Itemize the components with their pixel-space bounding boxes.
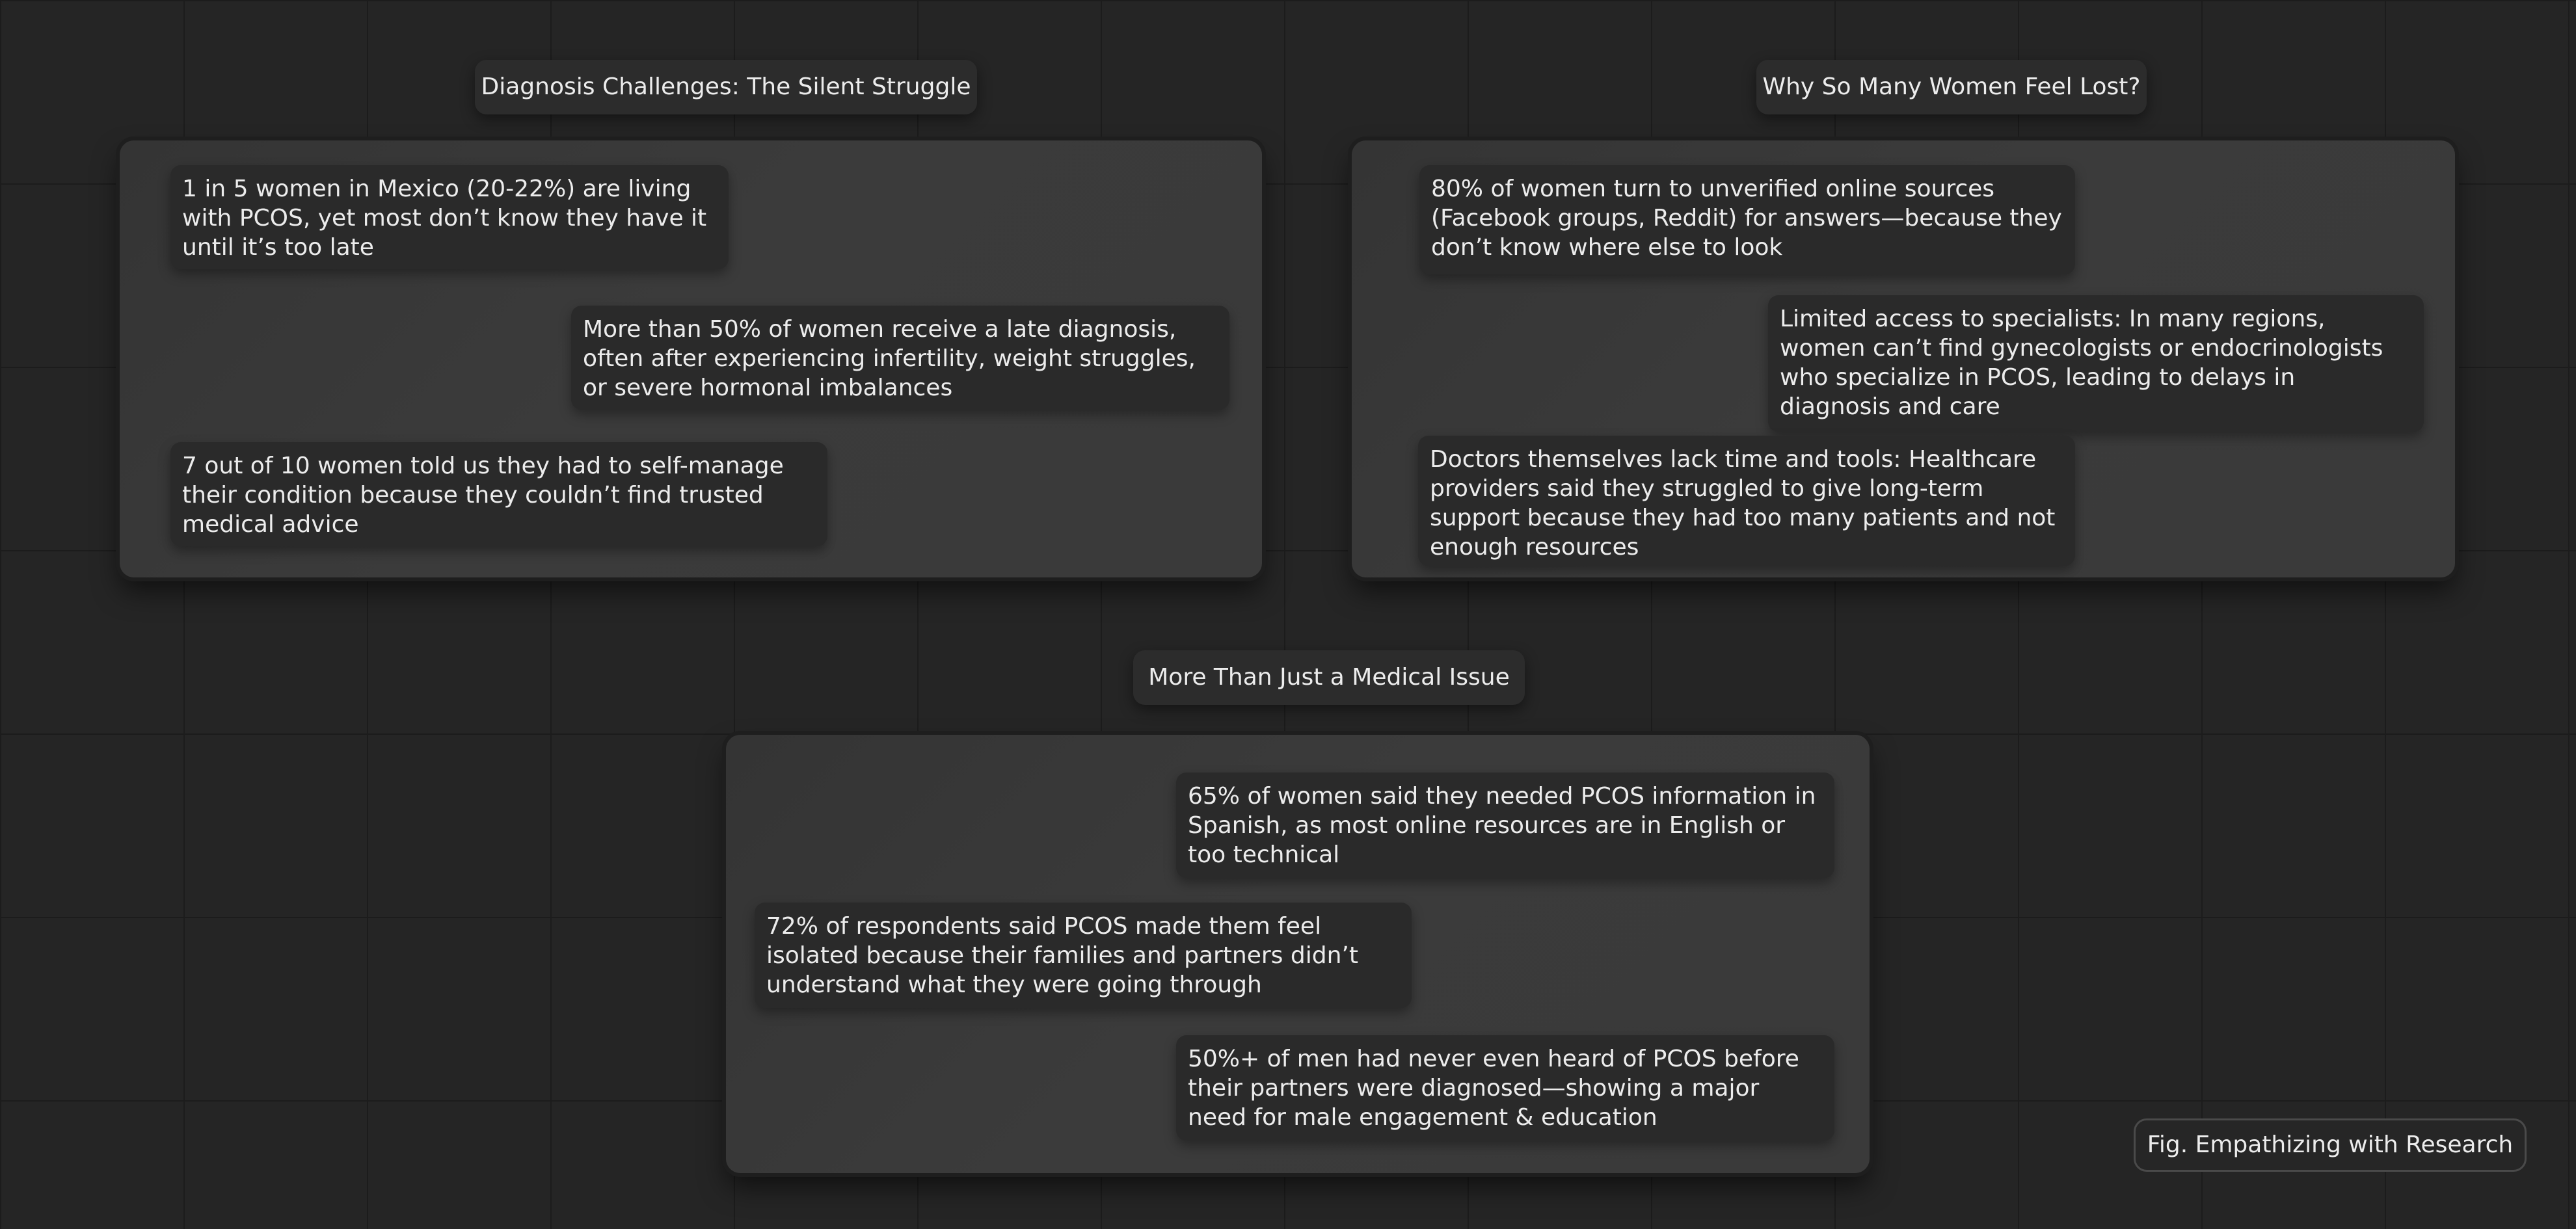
sticky-note: Limited access to specialists: In many regions, women can’t find gynecologists or endocrinologists who specialize in PCOS, leading to delays in diagnosis and care <box>1768 295 2424 432</box>
sticky-note: More than 50% of women receive a late diagnosis, often after experiencing infertility, weight struggles, or severe hormonal imbalances <box>571 306 1229 410</box>
panel-diagnosis-challenges <box>120 140 1262 577</box>
sticky-note: 80% of women turn to unverified online sources (Facebook groups, Reddit) for answers—because they don’t know where else to look <box>1419 165 2075 274</box>
sticky-note: 72% of respondents said PCOS made them feel isolated because their families and partners didn’t understand what they were going through <box>755 903 1412 1008</box>
section-title-why-women-feel-lost: Why So Many Women Feel Lost? <box>1756 60 2147 114</box>
sticky-note: 50%+ of men had never even heard of PCOS before their partners were diagnosed—showing a major need for male engagement & education <box>1176 1035 1834 1141</box>
sticky-note: Doctors themselves lack time and tools: Healthcare providers said they struggled to give long-term support because they had too many patients and not enough resources <box>1418 436 2075 566</box>
section-title-diagnosis-challenges: Diagnosis Challenges: The Silent Struggle <box>475 60 977 114</box>
section-title-more-than-medical: More Than Just a Medical Issue <box>1133 650 1525 705</box>
sticky-note: 65% of women said they needed PCOS information in Spanish, as most online resources are in English or too technical <box>1176 773 1834 878</box>
sticky-note: 1 in 5 women in Mexico (20-22%) are living with PCOS, yet most don’t know they have it until it’s too late <box>170 165 729 269</box>
sticky-note: 7 out of 10 women told us they had to self-manage their condition because they couldn’t find trusted medical advice <box>170 442 827 546</box>
figure-caption: Fig. Empathizing with Research <box>2134 1118 2527 1172</box>
panel-why-women-feel-lost <box>1352 140 2455 577</box>
panel-more-than-medical <box>726 735 1870 1173</box>
